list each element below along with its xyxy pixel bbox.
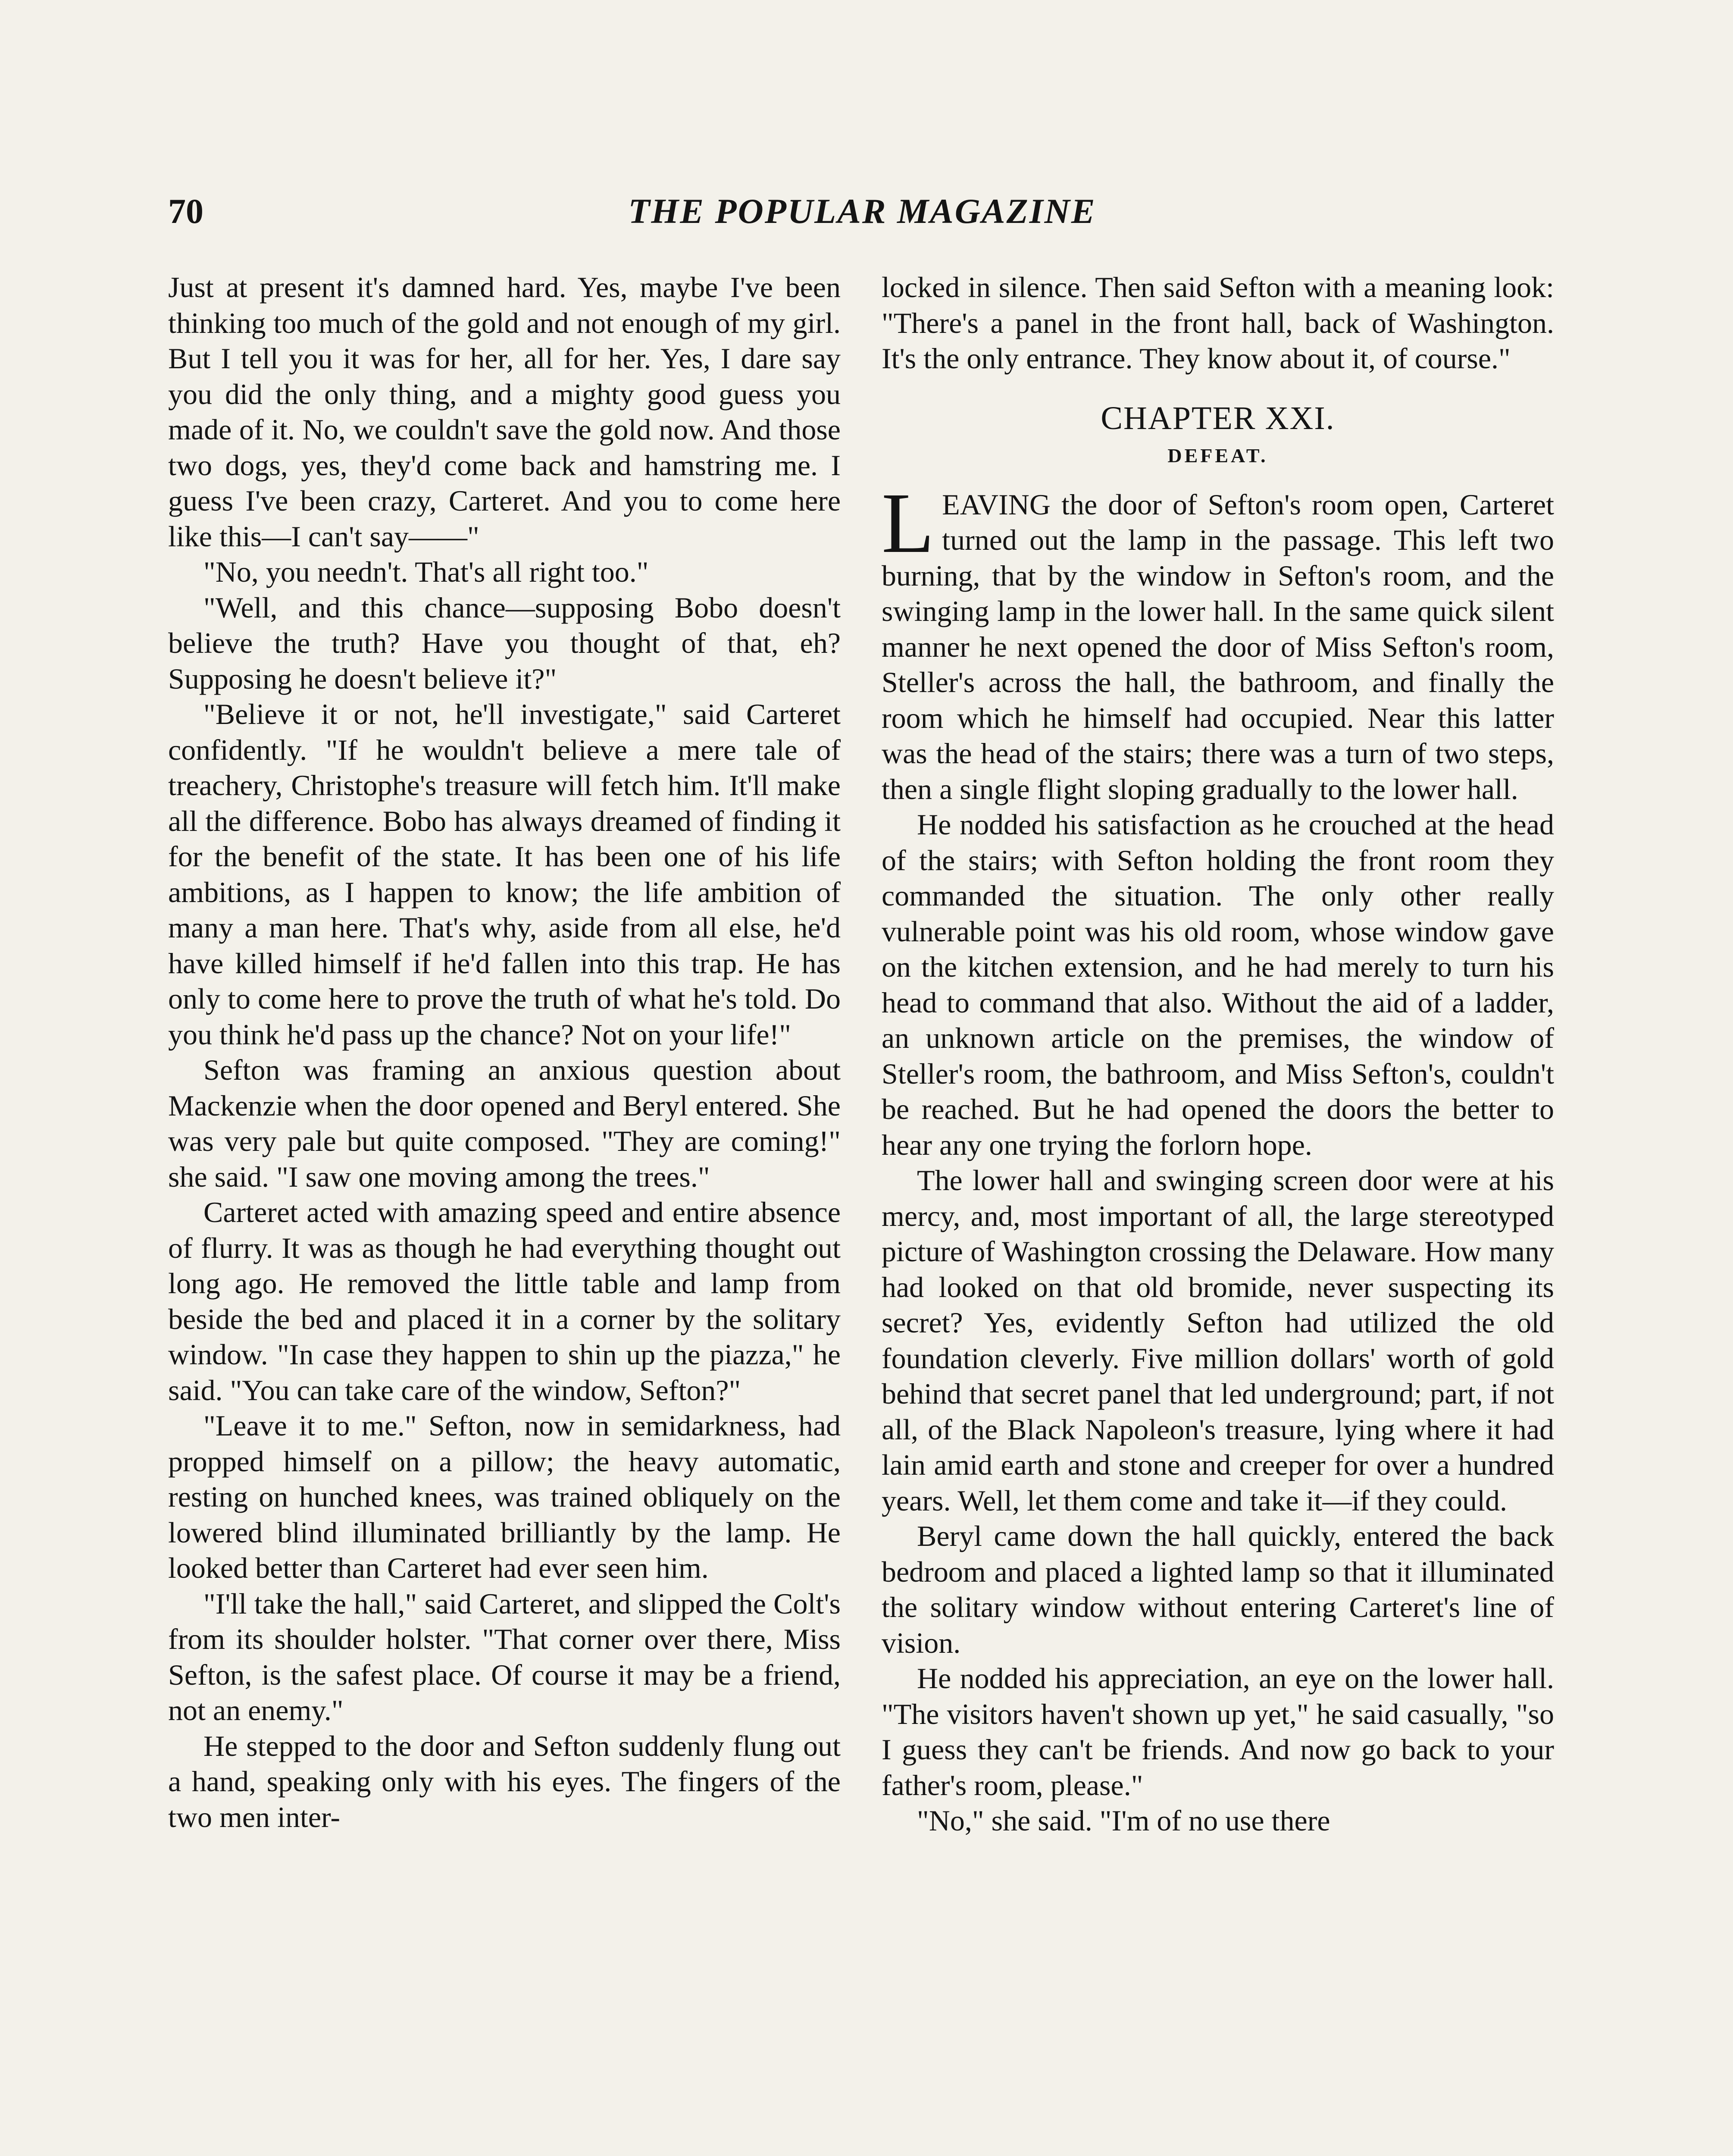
left-column: [168, 270, 841, 1835]
paragraph: Beryl came down the hall quickly, entered the back bedroom and placed a lighted lamp so that it illuminated the solitary window without entering Carteret's line of vision.: [882, 1520, 1554, 1659]
dropcap-paragraph-text: EAVING the door of Sefton's room open, Carteret turned out the lamp in the passage. This left two burning, that by the window in Sefton's room, and the swinging lamp in the lower hall. In the same quick silent manner he next opened the door of Miss Sefton's room, Steller's across the hall, the bathroom, and finally the room which he himself had occupied. Near this latter was the head of the stairs; there was a turn of two steps, then a single flight sloping gradually to the lower hall.: [882, 488, 1554, 805]
paragraph: "No," she said. "I'm of no use there: [917, 1804, 1330, 1837]
paragraph: He nodded his appreciation, an eye on the lower hall. "The visitors haven't shown up yet," he said casually, "so I guess they can't be friends. And now go back to your father's room, please.": [882, 1662, 1554, 1802]
paragraph: He nodded his satisfaction as he crouched at the head of the stairs; with Sefton holding the front room they commanded the situation. The only other really vulnerable point was his old room, whose window gave on the kitchen extension, and he had merely to turn his head to command that also. Without the aid of a ladder, an unknown article on the premises, the window of Steller's room, the bathroom, and Miss Sefton's, couldn't be reached. But he had opened the doors the better to hear any one trying the forlorn hope.: [882, 808, 1554, 1161]
page-number: 70: [168, 191, 203, 231]
paragraph: "Believe it or not, he'll investigate," said Carteret confidently. "If he wouldn't believe a mere tale of treachery, Christophe's treasure will fetch him. It'll make all the difference. Bobo has always dreamed of finding it for the benefit of the state. It has been one of his life ambitions, as I happen to know; the life ambition of many a man here. That's why, aside from all else, he'd have killed himself if he'd fallen into this trap. He has only to come here to prove the truth of what he's told. Do you think he'd pass up the chance? Not on your life!": [168, 698, 841, 1051]
paragraph: locked in silence. Then said Sefton with a meaning look: "There's a panel in the front hall, back of Washington. It's the only entrance. They know about it, of course.": [882, 271, 1554, 375]
paragraph: "No, you needn't. That's all right too.": [203, 555, 649, 588]
paragraph: "Well, and this chance—supposing Bobo doesn't believe the truth? Have you thought of that, eh? Supposing he doesn't believe it?": [168, 591, 841, 695]
paragraph: "I'll take the hall," said Carteret, and slipped the Colt's from its shoulder holster. "That corner over there, Miss Sefton, is the safest place. Of course it may be a friend, not an enemy.": [168, 1587, 841, 1727]
right-column: [882, 270, 1554, 1839]
chapter-title: CHAPTER XXI.: [1101, 400, 1335, 436]
paragraph: Just at present it's damned hard. Yes, maybe I've been thinking too much of the gold and not enough of my girl. But I tell you it was for her, all for her. Yes, I dare say you did the only thing, and a mighty good guess you made of it. No, we couldn't save the gold now. And those two dogs, yes, they'd come back and hamstring me. I guess I've been crazy, Carteret. And you to come here like this—I can't say——": [168, 271, 841, 553]
paragraph: Carteret acted with amazing speed and entire absence of flurry. It was as though he had everything thought out long ago. He removed the little table and lamp from beside the bed and placed it in a corner by the solitary window. "In case they happen to shin up the piazza," he said. "You can take care of the window, Sefton?": [168, 1196, 841, 1407]
drop-cap: L: [882, 475, 935, 571]
dropcap-paragraph: [882, 475, 1554, 807]
paragraph: "Leave it to me." Sefton, now in semidarkness, had propped himself on a pillow; the heavy automatic, resting on hunched knees, was trained obliquely on the lowered blind illuminated brilliantly by the lamp. He looked better than Carteret had ever seen him.: [168, 1409, 841, 1584]
page-header: [168, 185, 1556, 237]
chapter-subtitle: DEFEAT.: [1167, 444, 1268, 467]
paragraph: The lower hall and swinging screen door were at his mercy, and, most important of all, the large stereotyped picture of Washington crossing the Delaware. How many had looked on that old bromide, never suspecting its secret? Yes, evidently Sefton had utilized the old foundation cleverly. Five million dollars' worth of gold behind that secret panel that led underground; part, if not all, of the Black Napoleon's treasure, lying where it had lain amid earth and stone and creeper for over a hundred years. Well, let them come and take it—if they could.: [882, 1164, 1554, 1517]
paragraph: He stepped to the door and Sefton suddenly flung out a hand, speaking only with his eyes. The fingers of the two men inter-: [168, 1729, 841, 1833]
paragraph: Sefton was framing an anxious question about Mackenzie when the door opened and Beryl entered. She was very pale but quite composed. "They are coming!" she said. "I saw one moving among the trees.": [168, 1053, 841, 1193]
running-title: THE POPULAR MAGAZINE: [628, 191, 1096, 231]
